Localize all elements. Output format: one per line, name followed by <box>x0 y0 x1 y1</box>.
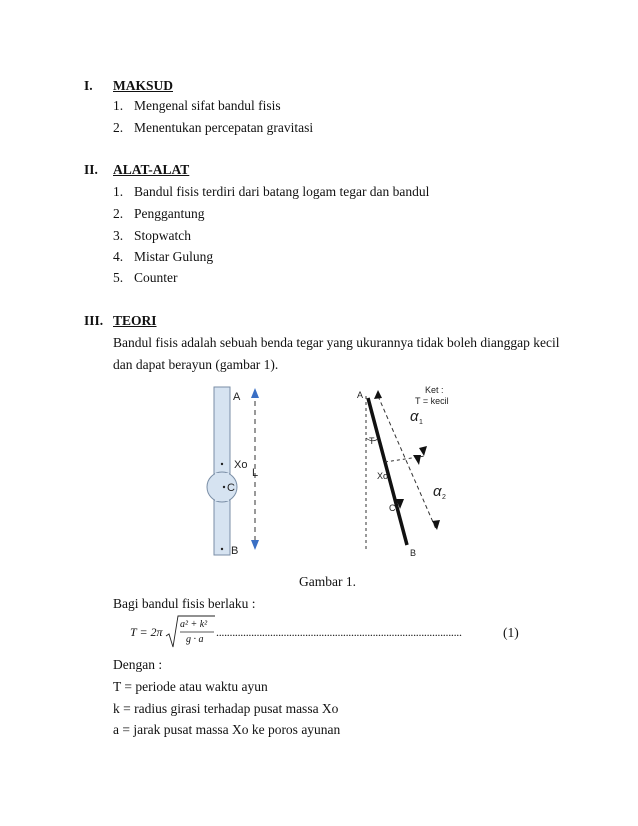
right-pendulum <box>357 385 449 558</box>
formula-leader-dots: ........................................................................................... <box>216 625 462 639</box>
legend-text: T = kecil <box>415 396 449 406</box>
list-item: Mengenal sifat bandul fisis <box>134 98 281 113</box>
arrow-middle-icon <box>413 455 421 465</box>
list-item-number: 1. <box>113 98 124 113</box>
label-xo: Xo <box>377 471 389 481</box>
definitions-intro: Dengan : <box>113 657 163 672</box>
list-item: Stopwatch <box>134 228 191 243</box>
point-b <box>221 548 223 550</box>
label-a: A <box>233 391 241 403</box>
formula-numerator: a² + k² <box>180 619 208 630</box>
list-item: Mistar Gulung <box>134 249 214 264</box>
definition-item: k = radius girasi terhadap pusat massa Xo <box>113 701 339 716</box>
arrow-up-icon <box>251 388 259 398</box>
legend-title: Ket : <box>425 385 444 395</box>
formula-number: (1) <box>503 625 519 640</box>
list-item-number: 4. <box>113 249 124 264</box>
paragraph-line: dan dapat berayun (gambar 1). <box>113 357 279 372</box>
section-1-number: I. <box>84 78 93 93</box>
label-c: C <box>227 482 235 494</box>
list-item: Menentukan percepatan gravitasi <box>134 120 314 135</box>
label-l: L <box>252 467 259 479</box>
formula-lhs: T = 2π <box>130 625 163 639</box>
list-item: Bandul fisis terdiri dari batang logam tegar dan bandul <box>134 184 430 199</box>
formula-intro: Bagi bandul fisis berlaku : <box>113 596 256 611</box>
formula-denominator: g · a <box>186 634 204 645</box>
label-b: B <box>231 545 239 557</box>
definition-item: T = periode atau waktu ayun <box>113 679 268 694</box>
list-item-number: 3. <box>113 228 124 243</box>
definition-item: a = jarak pusat massa Xo ke poros ayunan <box>113 722 341 737</box>
figure-caption: Gambar 1. <box>299 574 356 589</box>
section-2-title: ALAT-ALAT <box>113 162 190 177</box>
list-item: Counter <box>134 270 178 285</box>
arrow-top-icon <box>374 390 382 399</box>
list-item-number: 5. <box>113 270 124 285</box>
list-item-number: 2. <box>113 206 124 221</box>
arrow-down-icon <box>251 540 259 550</box>
list-item-number: 2. <box>113 120 124 135</box>
arrow-bottom-icon <box>432 520 440 530</box>
arrow-middle-up-icon <box>419 446 427 456</box>
point-xo <box>221 463 223 465</box>
alpha-1-subscript: 1 <box>419 419 423 426</box>
label-xo: Xo <box>234 459 248 471</box>
list-item: Penggantung <box>134 206 205 221</box>
section-3-number: III. <box>84 313 104 328</box>
left-pendulum <box>207 387 259 557</box>
pendulum-bar <box>214 387 230 555</box>
section-1-title: MAKSUD <box>113 78 173 93</box>
label-a: A <box>357 390 364 400</box>
alpha-2: α <box>433 483 442 500</box>
point-c <box>223 486 225 488</box>
section-2-number: II. <box>84 162 98 177</box>
alpha-1: α <box>410 408 419 425</box>
label-b: B <box>410 548 417 558</box>
alpha-2-subscript: 2 <box>442 494 446 501</box>
list-item-number: 1. <box>113 184 124 199</box>
paragraph-line: Bandul fisis adalah sebuah benda tegar yang ukurannya tidak boleh dianggap kecil <box>113 335 560 350</box>
label-t: T <box>369 436 375 446</box>
section-3-title: TEORI <box>113 313 157 328</box>
label-c: C <box>389 503 396 513</box>
